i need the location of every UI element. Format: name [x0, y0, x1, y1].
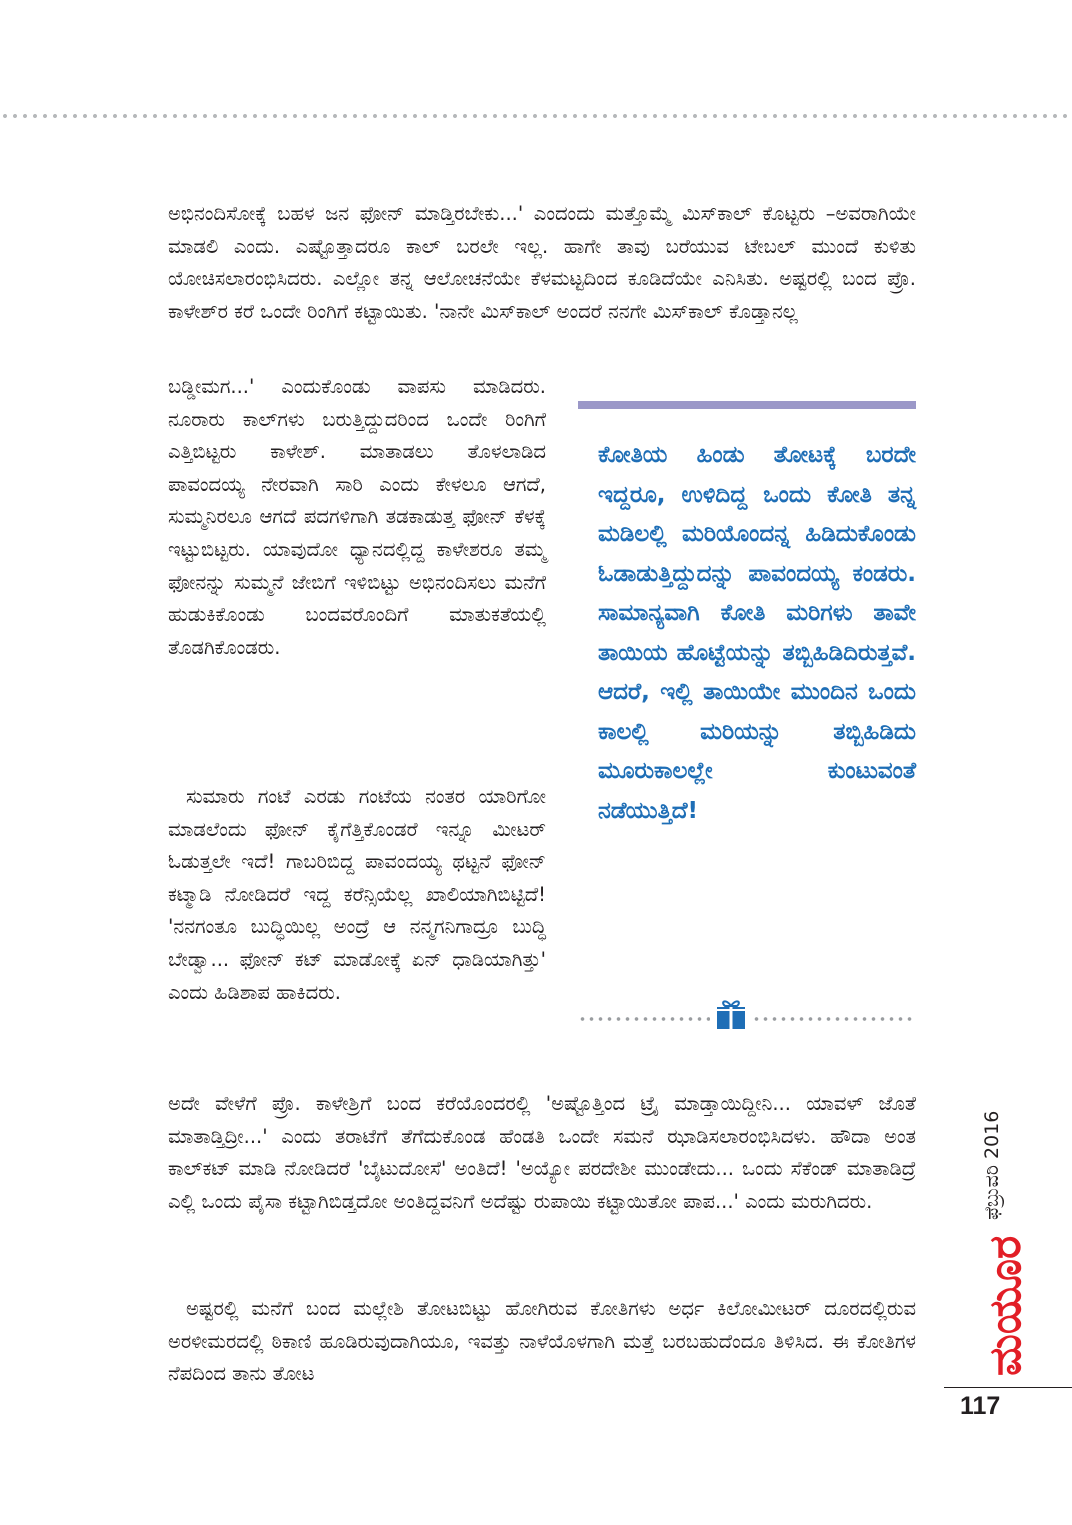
page-number-rule — [944, 1387, 1072, 1388]
article-paragraph-top: ಅಭಿನಂದಿಸೋಕ್ಕೆ ಬಹಳ ಜನ ಫೋನ್ ಮಾಡ್ತಿರಬೇಕು...' ಎಂದಂದು ಮತ್ತೊಮ್ಮೆ ಮಿಸ್‌ಕಾಲ್ ಕೊಟ್ಟರು –ಅವರಾಗಿಯೇ ಮಾಡಲಿ ಎಂದು. ಎಷ್ಟೊತ್ತಾದರೂ ಕಾಲ್ ಬರಲೇ ಇಲ್ಲ. ಹಾಗೇ ತಾವು ಬರೆಯುವ ಟೇಬಲ್ ಮುಂದೆ ಕುಳಿತು ಯೋಚಿಸಲಾರಂಭಿಸಿದರು. ಎಲ್ಲೋ ತನ್ನ ಆಲೋಚನೆಯೇ ಕೆಳಮಟ್ಟದಿಂದ ಕೂಡಿದೆಯೇ ಎನಿಸಿತು. ಅಷ್ಟರಲ್ಲಿ ಬಂದ ಪ್ರೊ. ಕಾಳೇಶ್‌ರ ಕರೆ ಒಂದೇ ರಿಂಗಿಗೆ ಕಟ್ಟಾಯಿತು. 'ನಾನೇ ಮಿಸ್‌ಕಾಲ್ ಅಂದರೆ ನನಗೇ ಮಿಸ್‌ಕಾಲ್ ಕೊಡ್ತಾನಲ್ಲ — [168, 202, 916, 323]
gift-icon — [714, 996, 748, 1030]
pull-quote-dotted-rule-left — [578, 1016, 710, 1022]
pull-quote: ಕೋತಿಯ ಹಿಂಡು ತೋಟಕ್ಕೆ ಬರದೇ ಇದ್ದರೂ, ಉಳಿದಿದ್ದ ಒಂದು ಕೋತಿ ತನ್ನ ಮಡಿಲಲ್ಲಿ ಮರಿಯೊಂದನ್ನ ಹಿಡಿದುಕೊಂಡು ಓಡಾಡುತ್ತಿದ್ದುದನ್ನು ಪಾವಂದಯ್ಯ ಕಂಡರು. ಸಾಮಾನ್ಯವಾಗಿ ಕೋತಿ ಮರಿಗಳು ತಾವೇ ತಾಯಿಯ ಹೊಟ್ಟೆಯನ್ನು ತಬ್ಬಿಹಿಡಿದಿರುತ್ತವೆ. ಆದರೆ, ಇಲ್ಲಿ ತಾಯಿಯೇ ಮುಂದಿನ ಒಂದು ಕಾಲಲ್ಲಿ ಮರಿಯನ್ನು ತಬ್ಬಿಹಿಡಿದು ಮೂರುಕಾಲಲ್ಲೇ ಕುಂಟುವಂತೆ ನಡೆಯುತ್ತಿದೆ! — [598, 442, 916, 824]
article-paragraph-bottom-2: ಅಷ್ಟರಲ್ಲಿ ಮನೆಗೆ ಬಂದ ಮಲ್ಲೇಶಿ ತೋಟಬಿಟ್ಟು ಹೋಗಿರುವ ಕೋತಿಗಳು ಅರ್ಧ ಕಿಲೋಮೀಟರ್ ದೂರದಲ್ಲಿರುವ ಅರಳೀಮರದಲ್ಲಿ ಠಿಕಾಣಿ ಹೂಡಿರುವುದಾಗಿಯೂ, ಇವತ್ತು ನಾಳೆಯೊಳಗಾಗಿ ಮತ್ತೆ ಬರಬಹುದೆಂದೂ ತಿಳಿಸಿದ. ಈ ಕೋತಿಗಳ ನೆಪದಿಂದ ತಾನು ತೋಟ — [168, 1297, 916, 1386]
issue-date: ಫೆಬ್ರುವರಿ 2016 — [981, 1110, 1003, 1220]
top-dotted-border — [0, 112, 1072, 120]
magazine-name: ಮಯೂರ — [980, 1235, 1031, 1376]
pull-quote-dotted-rule-right — [752, 1016, 916, 1022]
pull-quote-bar — [578, 401, 916, 409]
article-paragraph-column-2: ಸುಮಾರು ಗಂಟೆ ಎರಡು ಗಂಟೆಯ ನಂತರ ಯಾರಿಗೋ ಮಾಡಲೆಂದು ಫೋನ್ ಕೈಗೆತ್ತಿಕೊಂಡರೆ ಇನ್ನೂ ಮೀಟರ್ ಓಡುತ್ತಲೇ ಇದೆ! ಗಾಬರಿಬಿದ್ದ ಪಾವಂದಯ್ಯ ಥಟ್ಟನೆ ಫೋನ್ ಕಟ್ಮಾಡಿ ನೋಡಿದರೆ ಇದ್ದ ಕರೆನ್ಸಿಯೆಲ್ಲ ಖಾಲಿಯಾಗಿಬಿಟ್ಟಿದೆ! 'ನನಗಂತೂ ಬುದ್ಧಿಯಿಲ್ಲ ಅಂದ್ರೆ ಆ ನನ್ಮಗನಿಗಾದ್ರೂ ಬುದ್ಧಿ ಬೇಡ್ವಾ... ಫೋನ್ ಕಟ್ ಮಾಡೋಕ್ಕೆ ಏನ್ ಧಾಡಿಯಾಗಿತ್ತು' ಎಂದು ಹಿಡಿಶಾಪ ಹಾಕಿದರು. — [168, 785, 546, 1004]
page-number: 117 — [960, 1392, 1001, 1420]
article-paragraph-bottom-1: ಅದೇ ವೇಳೆಗೆ ಪ್ರೊ. ಕಾಳೇಶ್ರಿಗೆ ಬಂದ ಕರೆಯೊಂದರಲ್ಲಿ 'ಅಷ್ಟೊತ್ತಿಂದ ಟ್ರೈ ಮಾಡ್ತಾಯಿದ್ದೀನಿ... ಯಾವಳ್ ಜೊತೆ ಮಾತಾಡ್ತಿದ್ರೀ...' ಎಂದು ತರಾಟೆಗೆ ತೆಗೆದುಕೊಂಡ ಹೆಂಡತಿ ಒಂದೇ ಸಮನೆ ಝಾಡಿಸಲಾರಂಭಿಸಿದಳು. ಹೌದಾ ಅಂತ ಕಾಲ್‌ಕಟ್ ಮಾಡಿ ನೋಡಿದರೆ 'ಬೈಟುದೋಸೆ' ಅಂತಿದೆ! 'ಅಯ್ಯೋ ಪರದೇಶೀ ಮುಂಡೇದು... ಒಂದು ಸೆಕೆಂಡ್ ಮಾತಾಡಿದ್ರೆ ಎಲ್ಲಿ ಒಂದು ಪೈಸಾ ಕಟ್ಟಾಗಿಬಿಡ್ತದೋ ಅಂತಿದ್ದವನಿಗೆ ಅದೆಷ್ಟು ರುಪಾಯಿ ಕಟ್ಟಾಯಿತೋ ಪಾಪ...' ಎಂದು ಮರುಗಿದರು. — [168, 1092, 916, 1213]
article-paragraph-column-1: ಬಡ್ಡೀಮಗ...' ಎಂದುಕೊಂಡು ವಾಪಸು ಮಾಡಿದರು. ನೂರಾರು ಕಾಲ್‌ಗಳು ಬರುತ್ತಿದ್ದುದರಿಂದ ಒಂದೇ ರಿಂಗಿಗೆ ಎತ್ತಿಬಿಟ್ಟರು ಕಾಳೇಶ್. ಮಾತಾಡಲು ತೊಳಲಾಡಿದ ಪಾವಂದಯ್ಯ ನೇರವಾಗಿ ಸಾರಿ ಎಂದು ಕೇಳಲೂ ಆಗದೆ, ಸುಮ್ಮನಿರಲೂ ಆಗದೆ ಪದಗಳಿಗಾಗಿ ತಡಕಾಡುತ್ತ ಫೋನ್ ಕೆಳಕ್ಕೆ ಇಟ್ಟುಬಿಟ್ಟರು. ಯಾವುದೋ ಧ್ಯಾನದಲ್ಲಿದ್ದ ಕಾಳೇಶರೂ ತಮ್ಮ ಫೋನನ್ನು ಸುಮ್ಮನೆ ಜೇಬಿಗೆ ಇಳಿಬಿಟ್ಟು ಅಭಿನಂದಿಸಲು ಮನೆಗೆ ಹುಡುಕಿಕೊಂಡು ಬಂದವರೊಂದಿಗೆ ಮಾತುಕತೆಯಲ್ಲಿ ತೊಡಗಿಕೊಂಡರು. — [168, 375, 546, 659]
